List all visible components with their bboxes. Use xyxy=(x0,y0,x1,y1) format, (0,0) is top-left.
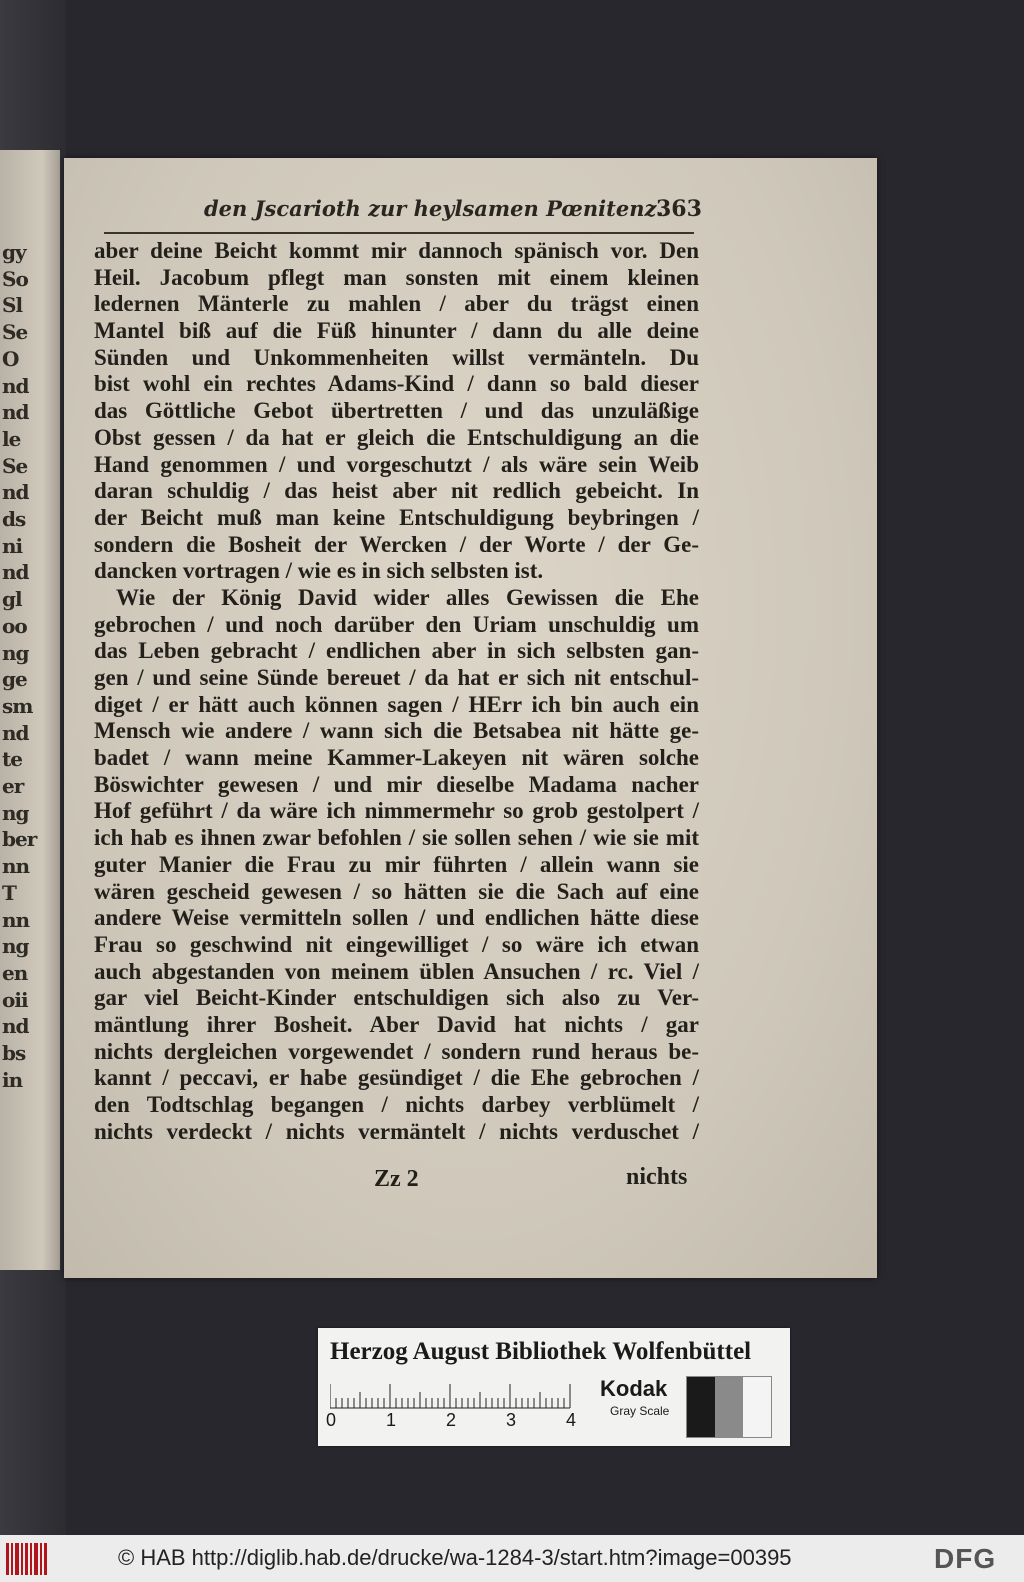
left-page-text-fragment: nd xyxy=(2,373,29,398)
left-page-text-fragment: ng xyxy=(2,800,29,825)
kodak-logo: Kodak xyxy=(600,1376,668,1401)
left-page-text-fragment: gl xyxy=(2,587,22,612)
left-page-text-fragment: T xyxy=(2,880,16,905)
text-line: Heil. Jacobum pflegt man sonsten mit einem kleinen xyxy=(94,264,699,290)
catchword: nichts xyxy=(626,1164,688,1190)
left-page-text-fragment: er xyxy=(2,774,24,798)
text-line: Mantel biß auf die Füß hinunter / dann du alle deine xyxy=(94,318,699,344)
ruler-tick-label: 3 xyxy=(506,1410,517,1430)
left-page-text-fragment: oo xyxy=(2,613,27,638)
text-line: ledernen Mänterle zu mahlen / aber du trägst einen xyxy=(94,291,699,317)
left-page-text-fragment: ber xyxy=(2,827,37,852)
body-text xyxy=(94,238,699,1145)
library-label-card xyxy=(318,1328,790,1446)
left-page-text-fragment: Se xyxy=(2,320,28,345)
book-page xyxy=(64,158,877,1278)
left-page-text-fragment: nn xyxy=(2,907,30,932)
text-line: gen / und seine Sünde bereuet / da hat er sich nit entschul- xyxy=(94,665,699,690)
signature-mark: Zz 2 xyxy=(374,1166,419,1192)
left-page-text-fragment: oii xyxy=(2,987,28,1012)
ruler-tick-label: 0 xyxy=(326,1410,337,1430)
left-page-text-fragment: ni xyxy=(2,533,23,558)
left-page-text-fragment: ng xyxy=(2,640,29,665)
text-line: sondern die Bosheit der Wercken / der Worte / der Ge- xyxy=(94,531,699,557)
left-page-text-fragment: nd xyxy=(2,400,29,425)
text-line: guter Manier die Frau zu mir führten / allein wann sie xyxy=(94,851,699,877)
text-line: Hand genommen / und vorgeschutzt / als wäre sein Weib xyxy=(94,451,699,477)
library-name: Herzog August Bibliothek Wolfenbüttel xyxy=(330,1338,752,1365)
left-page-text-fragment: te xyxy=(2,747,22,772)
text-line: das Göttliche Gebot übertretten / und das unzuläßige xyxy=(94,398,699,424)
text-line: Mensch wie andere / wann sich die Betsabea nit hätte ge- xyxy=(94,718,699,744)
text-line: aber deine Beicht kommt mir dannoch spänisch vor. Den xyxy=(94,238,699,263)
left-page-text-fragment: bs xyxy=(2,1041,26,1065)
text-line: mäntlung ihrer Bosheit. Aber David hat nichts / gar xyxy=(94,1011,699,1037)
left-page-text-fragment: in xyxy=(2,1067,23,1092)
text-line: bist wohl ein rechtes Adams-Kind / dann so bald dieser xyxy=(94,371,699,397)
gray-swatch xyxy=(715,1377,743,1437)
left-page-text-fragment: sm xyxy=(2,693,33,718)
text-line: den Todtschlag begangen / nichts darbey verblümelt / xyxy=(94,1092,699,1117)
left-page-text-fragment: nd xyxy=(2,560,29,585)
text-line: Wie der König David wider alles Gewissen die Ehe xyxy=(116,584,699,610)
text-line: auch abgestanden von meinem üblen Ansuchen / rc. Viel / xyxy=(94,958,699,984)
text-line: das Leben gebracht / endlichen aber in sich selbsten gan- xyxy=(94,638,699,664)
left-page-text-fragment: ds xyxy=(2,507,26,531)
text-line: Obst gessen / da hat er gleich die Entschuldigung an die xyxy=(94,424,699,450)
left-page-text-fragment: ng xyxy=(2,934,29,959)
ruler-tick-label: 2 xyxy=(446,1410,457,1430)
text-line: ich hab es ihnen zwar befohlen / sie sollen sehen / wie sie mit xyxy=(94,825,699,851)
left-page-text-fragment: nn xyxy=(2,854,30,879)
ruler-tick-label: 1 xyxy=(386,1410,397,1430)
text-line: Hof geführt / da wäre ich nimmermehr so grob gestolpert / xyxy=(94,798,699,824)
gray-swatch xyxy=(743,1377,771,1437)
left-page-text-fragment: Se xyxy=(2,453,28,478)
text-line: gebrochen / und noch darüber den Uriam unschuldig um xyxy=(94,611,699,637)
ruler-scale xyxy=(330,1378,590,1418)
text-line: kannt / peccavi, er habe gesündiget / die Ehe gebrochen / xyxy=(94,1065,699,1091)
text-line: nichts verdeckt / nichts vermäntelt / nichts verduschet / xyxy=(94,1118,699,1144)
left-page-fragment xyxy=(0,150,60,1270)
gray-scale-swatches xyxy=(686,1376,772,1438)
text-line: der Beicht muß man keine Entschuldigung beybringen / xyxy=(94,504,699,530)
barcode-icon xyxy=(6,1543,48,1575)
page-number: 363 xyxy=(656,196,702,222)
left-page-text-fragment: Sl xyxy=(2,293,23,318)
left-page-text-fragment: nd xyxy=(2,480,29,505)
text-line: wären gescheid gewesen / so hätten sie die Sach auf eine xyxy=(94,878,699,904)
gray-scale-label: Gray Scale xyxy=(610,1404,670,1418)
left-page-text-fragment: nd xyxy=(2,1014,29,1039)
text-line: badet / wann meine Kammer-Lakeyen nit wären solche xyxy=(94,745,699,771)
left-page-text-fragment: O xyxy=(2,346,19,371)
text-line: gar viel Beicht-Kinder entschuldigen sich also zu Ver- xyxy=(94,985,699,1011)
running-head: den Jscarioth zur heylsamen Pœnitenz. xyxy=(204,196,664,221)
text-line: andere Weise vermitteln sollen / und endlichen hätte diese xyxy=(94,905,699,931)
left-page-text-fragment: So xyxy=(2,266,28,291)
gray-swatch xyxy=(687,1377,715,1437)
text-line: nichts dergleichen vorgewendet / sondern rund heraus be- xyxy=(94,1038,699,1064)
left-page-text-fragment: gy xyxy=(2,240,26,264)
footer-bar xyxy=(0,1535,1024,1582)
text-line: daran schuldig / das heist aber nit redlich gebeicht. In xyxy=(94,478,699,504)
left-page-text-fragment: ge xyxy=(2,667,27,692)
ruler-tick-label: 4 xyxy=(566,1410,577,1430)
dfg-logo: DFG xyxy=(934,1543,997,1574)
text-line: Sünden und Unkommenheiten willst vermänteln. Du xyxy=(94,344,699,370)
left-page-text-fragment: le xyxy=(2,426,21,451)
footer-url[interactable]: © HAB http://diglib.hab.de/drucke/wa-1284-3/start.htm?image=00395 xyxy=(118,1545,792,1570)
text-line: dancken vortragen / wie es in sich selbsten ist. xyxy=(94,558,544,584)
text-line: diget / er hätt auch können sagen / HErr ich bin auch ein xyxy=(94,691,699,717)
left-page-text-fragment: nd xyxy=(2,720,29,745)
left-page-text-fragment: en xyxy=(2,960,28,985)
text-line: Frau so geschwind nit eingewilliget / so wäre ich etwan xyxy=(94,931,699,957)
head-rule xyxy=(104,232,694,234)
text-line: Böswichter gewesen / und mir dieselbe Madama nacher xyxy=(94,771,699,797)
